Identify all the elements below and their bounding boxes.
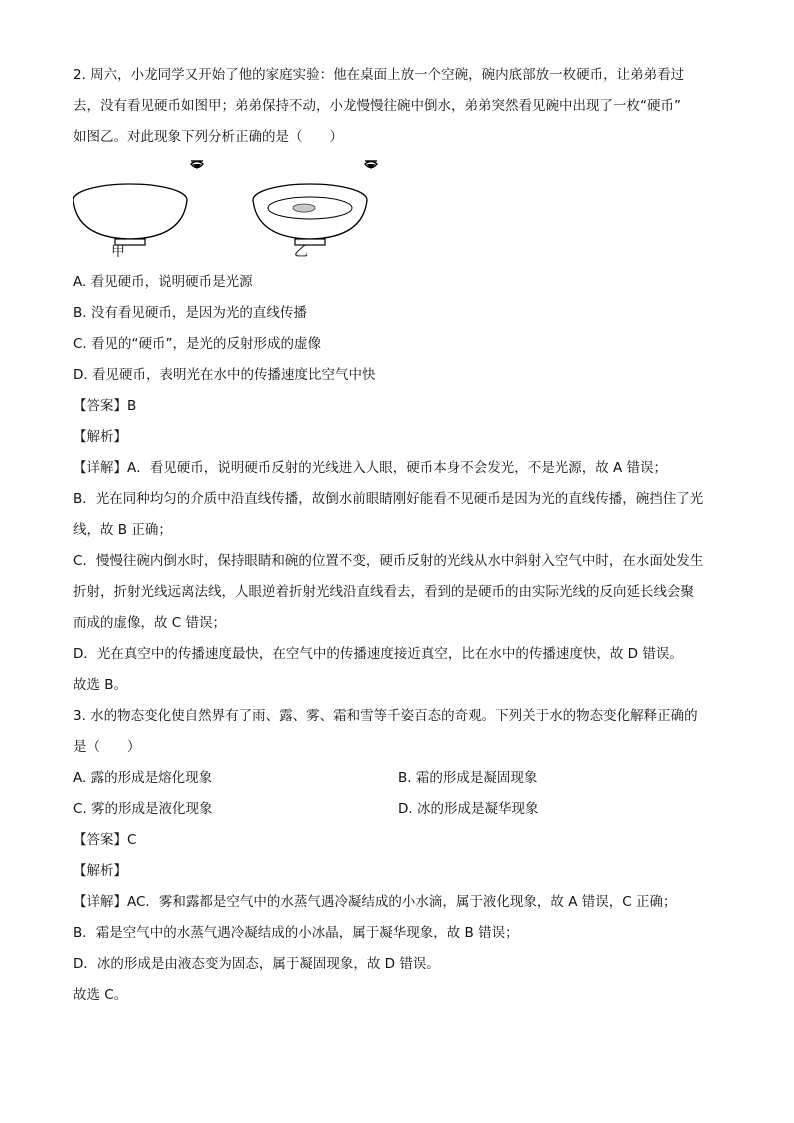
eye-icon bbox=[191, 161, 203, 169]
figure-label-jia: 甲 bbox=[111, 244, 125, 260]
stem-line: 是（ ） bbox=[73, 739, 141, 755]
detail-line: 折射，折射光线远离法线，人眼逆着折射光线沿直线看去，看到的是硬币的由实际光线的反向延长线会聚 bbox=[73, 584, 694, 600]
answer-label: 【答案】B bbox=[73, 398, 137, 414]
question-2-detail bbox=[73, 453, 723, 701]
stem-line: 3. 水的物态变化使自然界有了雨、露、雾、霜和雪等千姿百态的奇观。下列关于水的物态变化解释正确的 bbox=[73, 708, 698, 724]
stem-line: 如图乙。对此现象下列分析正确的是（ ） bbox=[73, 129, 343, 145]
option-b: B. 没有看见硬币，是因为光的直线传播 bbox=[73, 305, 307, 321]
stem-line: 2. 周六，小龙同学又开始了他的家庭实验：他在桌面上放一个空碗，碗内底部放一枚硬币，让弟弟看过 bbox=[73, 67, 685, 83]
detail-line: 故选 B。 bbox=[73, 677, 128, 693]
detail-line: 故选 C。 bbox=[73, 987, 128, 1003]
question-3-options bbox=[73, 763, 723, 825]
question-3-detail bbox=[73, 887, 723, 1011]
detail-line: D．冰的形成是由液态变为固态，属于凝固现象，故 D 错误。 bbox=[73, 956, 440, 972]
option-d: D. 看见硬币，表明光在水中的传播速度比空气中快 bbox=[73, 367, 376, 383]
detail-line: B．光在同种均匀的介质中沿直线传播，故倒水前眼睛刚好能看不见硬币是因为光的直线传播，碗挡住了光 bbox=[73, 491, 704, 507]
answer-label: 【答案】C bbox=[73, 832, 137, 848]
question-2-stem bbox=[73, 60, 723, 153]
detail-line: 线，故 B 正确； bbox=[73, 522, 172, 538]
option-c: C. 雾的形成是液化现象 bbox=[73, 801, 213, 817]
coin-image bbox=[293, 204, 315, 212]
question-3-stem bbox=[73, 701, 723, 763]
detail-line: C．慢慢往碗内倒水时，保持眼睛和碗的位置不变，硬币反射的光线从水中斜射入空气中时，在水面处发生 bbox=[73, 553, 704, 569]
detail-line: 而成的虚像，故 C 错误； bbox=[73, 615, 227, 631]
eye-icon bbox=[365, 161, 377, 169]
option-a: A. 看见硬币，说明硬币是光源 bbox=[73, 274, 253, 290]
option-c: C. 看见的“硬币”，是光的反射形成的虚像 bbox=[73, 336, 321, 352]
document-page bbox=[73, 60, 723, 1011]
detail-line: 【详解】A．看见硬币，说明硬币反射的光线进入人眼，硬币本身不会发光，不是光源，故 A 错误； bbox=[73, 460, 668, 476]
option-d: D. 冰的形成是凝华现象 bbox=[398, 801, 539, 817]
detail-line: 【详解】AC．雾和露都是空气中的水蒸气遇冷凝结成的小水滴，属于液化现象，故 A 错误，C 正确； bbox=[73, 894, 677, 910]
bowl-figure bbox=[73, 155, 723, 263]
detail-line: D．光在真空中的传播速度最快，在空气中的传播速度接近真空，比在水中的传播速度快，故 D 错误。 bbox=[73, 646, 683, 662]
analysis-label: 【解析】 bbox=[73, 863, 127, 879]
bowl-jia bbox=[73, 184, 187, 245]
stem-line: 去，没有看见硬币如图甲；弟弟保持不动，小龙慢慢往碗中倒水，弟弟突然看见碗中出现了一枚“硬币” bbox=[73, 98, 681, 114]
bowl-yi bbox=[253, 184, 367, 245]
option-b: B. 霜的形成是凝固现象 bbox=[398, 770, 538, 786]
option-a: A. 露的形成是熔化现象 bbox=[73, 770, 213, 786]
question-2-options bbox=[73, 267, 723, 391]
analysis-label: 【解析】 bbox=[73, 429, 127, 445]
detail-line: B．霜是空气中的水蒸气遇冷凝结成的小冰晶，属于凝华现象，故 B 错误； bbox=[73, 925, 519, 941]
bowl-diagram bbox=[73, 155, 723, 263]
figure-label-yi: 乙 bbox=[294, 244, 308, 260]
